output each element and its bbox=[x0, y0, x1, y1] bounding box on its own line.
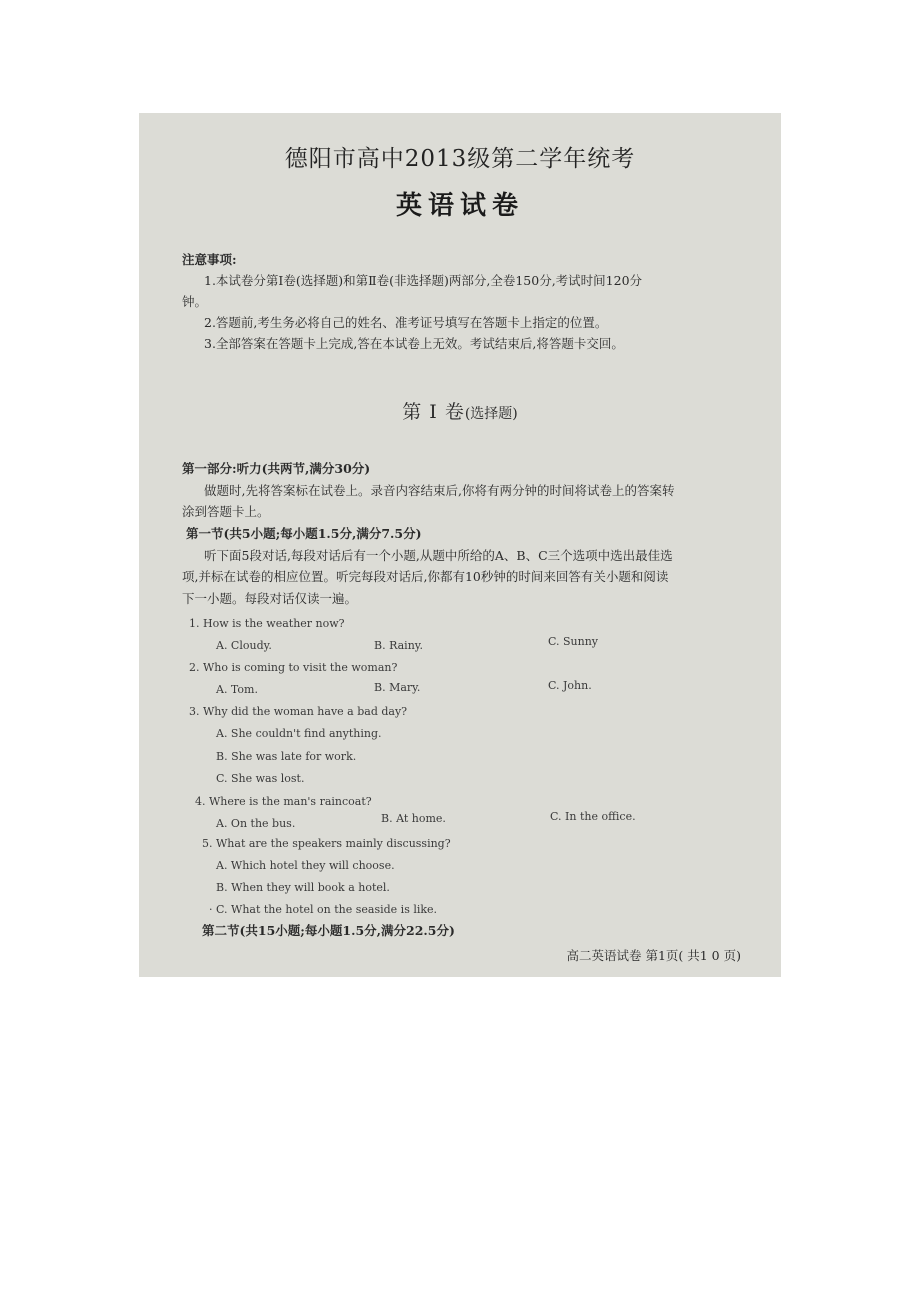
question-2: 2. Who is coming to visit the woman? bbox=[189, 661, 398, 674]
section-1-heading: 第一节(共5小题;每小题1.5分,满分7.5分) bbox=[186, 526, 422, 541]
section-1-title-main: 第 Ⅰ 卷 bbox=[402, 401, 465, 423]
question-1-option-a: A. Cloudy. bbox=[216, 639, 272, 652]
section-1-instruction-line-3: 下一小题。每段对话仅读一遍。 bbox=[182, 591, 358, 606]
question-5-option-a: A. Which hotel they will choose. bbox=[216, 859, 395, 872]
question-1: 1. How is the weather now? bbox=[189, 617, 345, 630]
question-3-option-b: B. She was late for work. bbox=[216, 750, 357, 763]
question-2-option-c: C. John. bbox=[548, 679, 592, 692]
question-2-option-b: B. Mary. bbox=[374, 681, 421, 694]
question-4: 4. Where is the man's raincoat? bbox=[195, 795, 372, 808]
question-1-option-c: C. Sunny bbox=[548, 635, 599, 648]
notes-heading: 注意事项: bbox=[182, 252, 237, 267]
section-1-title-note: (选择题) bbox=[464, 406, 518, 422]
question-5: 5. What are the speakers mainly discussing? bbox=[202, 837, 451, 850]
question-4-option-b: B. At home. bbox=[381, 812, 446, 825]
question-5-option-b: B. When they will book a hotel. bbox=[216, 881, 390, 894]
question-1-option-b: B. Rainy. bbox=[374, 639, 424, 652]
note-item-1-line-2: 钟。 bbox=[182, 294, 208, 309]
question-3-option-c: C. She was lost. bbox=[216, 772, 305, 785]
exam-title: 德阳市高中2013级第二学年统考 bbox=[284, 146, 636, 172]
section-1-title bbox=[139, 397, 781, 424]
question-3: 3. Why did the woman have a bad day? bbox=[189, 705, 408, 718]
part-1-intro-line-1: 做题时,先将答案标在试卷上。录音内容结束后,你将有两分钟的时间将试卷上的答案转 bbox=[204, 483, 675, 498]
part-1-intro-line-2: 涂到答题卡上。 bbox=[182, 504, 270, 519]
scanned-exam-page bbox=[139, 113, 781, 977]
page-footer: 高二英语试卷 第1页( 共1 0 页) bbox=[566, 948, 741, 963]
question-4-option-a: A. On the bus. bbox=[216, 817, 296, 830]
question-2-option-a: A. Tom. bbox=[216, 683, 258, 696]
section-1-instruction-line-2: 项,并标在试卷的相应位置。听完每段对话后,你都有10秒钟的时间来回答有关小题和阅读 bbox=[182, 569, 669, 584]
note-item-2: 2.答题前,考生务必将自己的姓名、准考证号填写在答题卡上指定的位置。 bbox=[204, 315, 608, 330]
question-5-option-c: · C. What the hotel on the seaside is like. bbox=[209, 903, 438, 916]
part-1-heading: 第一部分:听力(共两节,满分30分) bbox=[182, 461, 371, 476]
note-item-1-line-1: 1.本试卷分第Ⅰ卷(选择题)和第Ⅱ卷(非选择题)两部分,全卷150分,考试时间120分 bbox=[204, 273, 643, 288]
question-3-option-a: A. She couldn't find anything. bbox=[216, 727, 382, 740]
section-1-instruction-line-1: 听下面5段对话,每段对话后有一个小题,从题中所给的A、B、C三个选项中选出最佳选 bbox=[204, 548, 673, 563]
note-item-3: 3.全部答案在答题卡上完成,答在本试卷上无效。考试结束后,将答题卡交回。 bbox=[204, 336, 624, 351]
section-2-heading: 第二节(共15小题;每小题1.5分,满分22.5分) bbox=[202, 923, 455, 938]
exam-subtitle: 英语试卷 bbox=[395, 191, 524, 221]
question-4-option-c: C. In the office. bbox=[550, 810, 636, 823]
